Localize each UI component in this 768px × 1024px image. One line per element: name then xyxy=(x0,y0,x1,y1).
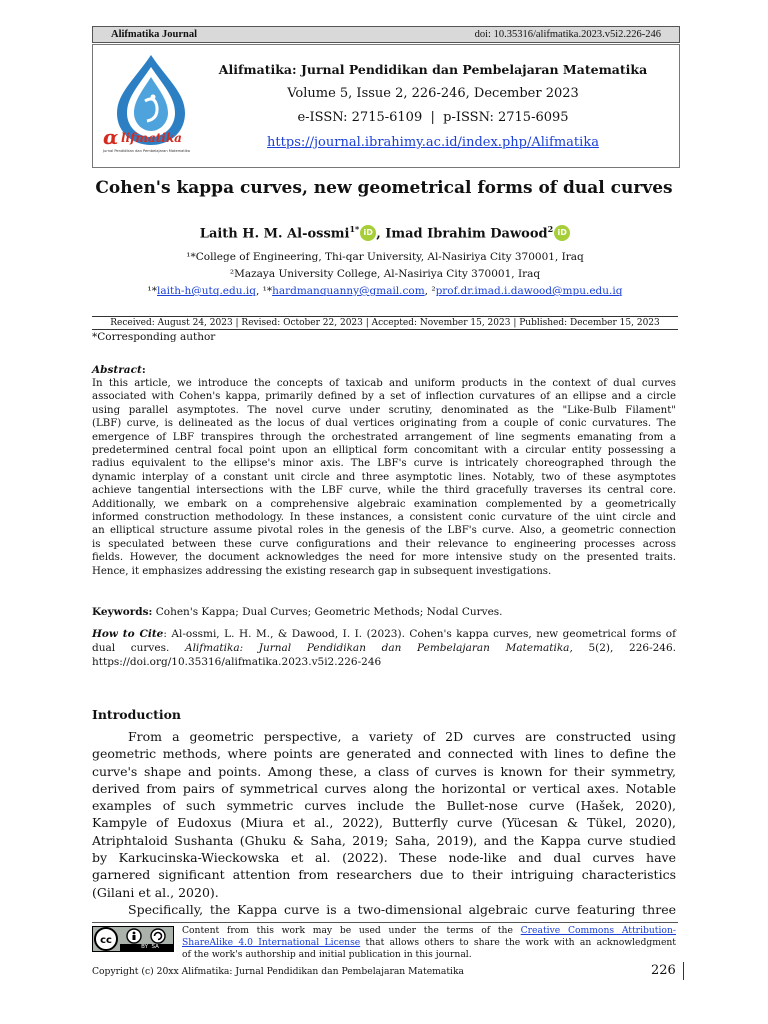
introduction-heading: Introduction xyxy=(92,707,182,722)
cite-line-2 xyxy=(92,642,676,656)
email-prefix-3: , ² xyxy=(424,285,436,297)
abstract-line: (LBF) curve, is delineated as the locus of dual vertices originating from a couple of conic curvatures. The xyxy=(92,418,676,430)
abstract-line: emergence of LBF transpires through the orchestrated arrangement of line segments emanating from a xyxy=(92,431,676,443)
journal-logo xyxy=(101,51,201,161)
corresponding-author-note: *Corresponding author xyxy=(92,331,216,343)
license-link-part-2[interactable]: ShareAlike 4.0 International License xyxy=(182,937,361,948)
license-line-3: of the work's authorship and initial publication in this journal. xyxy=(182,949,472,960)
abstract-line: predetermined central focal point upon an elliptical form concomitant with a circular entity possessing a xyxy=(92,445,676,457)
abstract-line: informed construction methodology. In these instances, a consistent conic curvature of the uint circle and xyxy=(92,512,676,524)
publication-dates: Received: August 24, 2023 | Revised: October 22, 2023 | Accepted: November 15, 2023 | Published: December 15, 2023 xyxy=(92,316,678,330)
author-1-name: Laith H. M. Al-ossmi xyxy=(199,226,350,242)
license-line-2 xyxy=(182,937,676,949)
copyright-notice: Copyright (c) 20xx Alifmatika: Jurnal Pendidikan dan Pembelajaran Matematika xyxy=(92,966,465,977)
intro-line: Kampyle of Eudoxus (Miura et al., 2022), Butterfly curve (Yücesan & Tükel, 2020), xyxy=(92,815,676,831)
abstract-line: using parallel asymptotes. The novel curve under scrutiny, denominated as the "Like-Bulb Filament" xyxy=(92,404,676,416)
author-1-sup: 1* xyxy=(349,224,360,234)
cc-label: BY SA xyxy=(141,944,159,950)
orcid-icon[interactable]: iD xyxy=(554,225,570,241)
journal-url-link[interactable]: https://journal.ibrahimy.ac.id/index.php/Alifmatika xyxy=(267,135,599,150)
abstract-heading-colon: : xyxy=(141,364,146,376)
journal-url-container xyxy=(218,135,648,150)
abstract-line: associated with Cohen's kappa, primarily defined by a set of inflection curvatures of an ellipse and a circle xyxy=(92,391,676,403)
email-prefix-2: , ¹* xyxy=(255,285,273,297)
intro-line: curve's shape and points. Among these, a class of curves is known for their symmetry, xyxy=(92,763,676,779)
keywords-label: Keywords: xyxy=(92,606,153,618)
keywords xyxy=(92,606,676,618)
intro-line: Atriphtaloid Sushanta (Ghuku & Saha, 2019; Saha, 2019), and the Kappa curve studied xyxy=(92,832,676,848)
author-2-sup: 2 xyxy=(547,224,554,234)
intro-line: derived from pairs of symmetrical curves along the horizontal or vertical axes. Notable xyxy=(92,780,676,796)
author-2-name: Imad Ibrahim Dawood xyxy=(385,226,548,242)
abstract-line: fields. However, the document acknowledges the need for more intensive study on the presented traits. xyxy=(92,552,676,564)
intro-line: Specifically, the Kappa curve is a two-dimensional algebraic curve featuring three xyxy=(128,901,676,917)
logo-wordmark: lifmatika xyxy=(121,131,182,145)
cite-label: How to Cite xyxy=(92,628,164,640)
intro-line: (Gilani et al., 2020). xyxy=(92,884,219,900)
intro-line: garnered significant attention from researchers due to their intriguing characteristics xyxy=(92,867,676,883)
abstract-body xyxy=(92,377,676,578)
how-to-cite xyxy=(92,628,676,669)
introduction-body xyxy=(92,728,676,918)
license-line-1 xyxy=(182,925,676,937)
abstract-line: dynamic interplay of a constant unit circle and three asymptotic lines. Notably, two of these asymptotes xyxy=(92,471,676,483)
abstract-heading xyxy=(92,364,146,376)
cite-doi[interactable]: https://doi.org/10.35316/alifmatika.2023.v5i2.226-246 xyxy=(92,655,382,668)
abstract-line: achieve tangential intersections with the LBF curve, while the third gracefully traverses its central core. xyxy=(92,485,676,497)
abstract-line: In this article, we introduce the concepts of taxicab and uniform products in the context of dual curves xyxy=(92,378,676,389)
email-link-2[interactable]: hardmanquanny@gmail.com xyxy=(272,285,425,297)
abstract-line: is speculated between these curve configurations and their relevance to engineering processes across xyxy=(92,538,676,550)
running-header xyxy=(92,26,680,43)
journal-volume: Volume 5, Issue 2, 226-246, December 2023 xyxy=(287,86,579,101)
page-number: 226 xyxy=(651,963,676,978)
license-link-part-1[interactable]: Creative Commons Attribution- xyxy=(520,925,676,936)
running-doi: doi: 10.35316/alifmatika.2023.v5i2.226-246 xyxy=(474,29,661,40)
journal-title: Alifmatika: Jurnal Pendidikan dan Pembelajaran Matematika xyxy=(218,62,648,77)
svg-text:cc: cc xyxy=(100,935,112,946)
running-journal-name: Alifmatika Journal xyxy=(111,29,198,40)
orcid-icon[interactable]: iD xyxy=(360,225,376,241)
author-separator: , xyxy=(376,226,386,242)
author-line xyxy=(92,224,678,241)
footer-divider xyxy=(92,922,678,923)
email-prefix-1: ¹* xyxy=(147,285,157,297)
intro-line: geometric methods, where points are generated and connected with lines to define the xyxy=(92,746,676,762)
keywords-text: Cohen's Kappa; Dual Curves; Geometric Methods; Nodal Curves. xyxy=(152,606,503,618)
license-text-2b: that allows others to share the work with an acknowledgment xyxy=(360,937,676,948)
intro-line: From a geometric perspective, a variety of 2D curves are constructed using xyxy=(128,729,676,744)
cite-line-1 xyxy=(92,628,676,642)
email-line xyxy=(92,285,678,297)
intro-line: by Karkucinska-Wieckowska et al. (2022). These node-like and dual curves have xyxy=(92,850,676,866)
affiliation-2: ²Mazaya University College, Al-Nasiriya City 370001, Iraq xyxy=(229,268,541,280)
license-text xyxy=(182,925,676,961)
journal-issn: e-ISSN: 2715-6109 | p-ISSN: 2715-6095 xyxy=(297,110,569,125)
logo-subtitle: Jurnal Pendidikan dan Pembelajaran Matematika xyxy=(103,149,191,153)
cite-text-2a: dual curves. xyxy=(92,641,185,654)
article-title: Cohen's kappa curves, new geometrical forms of dual curves xyxy=(95,178,673,198)
abstract-line: Additionally, we embark on a comprehensive algebraic examination complemented by a geometrically xyxy=(92,498,676,510)
license-text-1a: Content from this work may be used under the terms of the xyxy=(182,925,521,936)
cite-text-2c: 5(2), 226-246. xyxy=(572,641,676,654)
logo-alpha: α xyxy=(103,125,119,149)
abstract-heading-text: Abstract xyxy=(92,364,142,376)
affiliation-1: ¹*College of Engineering, Thi-qar University, Al-Nasiriya City 370001, Iraq xyxy=(186,251,584,263)
cite-journal: Alifmatika: Jurnal Pendidikan dan Pembelajaran Matematika, xyxy=(184,641,573,654)
abstract-line: an elliptical structure assume pivotal roles in the genesis of the LBF's curve. Also, a geometric connection xyxy=(92,525,676,537)
cite-text-1: : Al-ossmi, L. H. M., & Dawood, I. I. (2023). Cohen's kappa curves, new geometrical forms of xyxy=(163,628,676,640)
abstract-line: Hence, it emphasizes addressing the existing research gap in subsequent investigations. xyxy=(92,565,552,577)
intro-line: examples of such symmetric curves include the Bullet-nose curve (Hašek, 2020), xyxy=(92,798,676,814)
cc-license-badge[interactable] xyxy=(92,926,174,952)
abstract-line: radius equivalent to the ellipse's minor axis. The LBF's curve is intricately choreographed through the xyxy=(92,458,676,470)
page-number-bar xyxy=(683,962,684,980)
email-link-1[interactable]: laith-h@utq.edu.iq xyxy=(157,285,256,297)
email-link-3[interactable]: prof.dr.imad.i.dawood@mpu.edu.iq xyxy=(435,285,623,297)
